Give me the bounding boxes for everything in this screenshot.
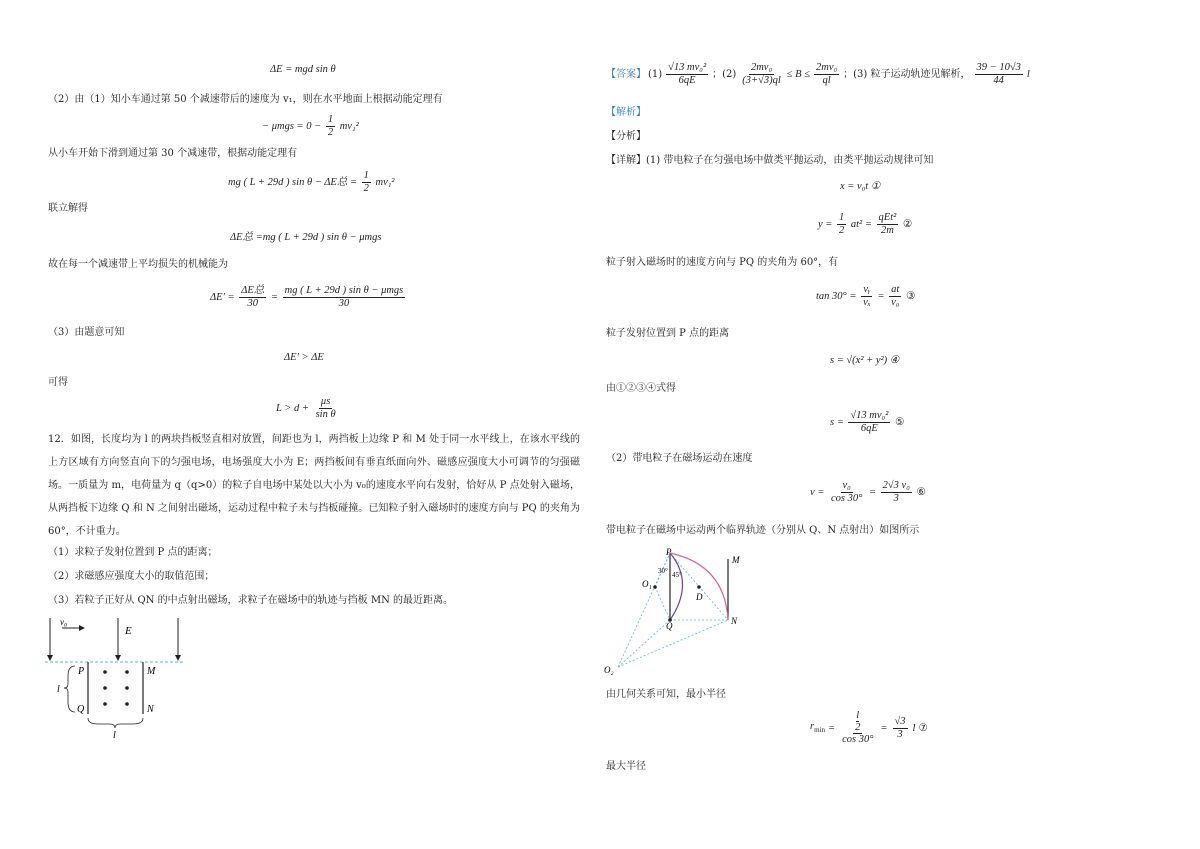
equation-y <box>818 212 912 237</box>
fig-label-o1: O₁ <box>642 579 652 589</box>
eqE-fraction: $\frac{\text{√13 mv₀²}}{6qE}$ <box>850 410 889 434</box>
answer-2-fraction-b: $\frac{\text{2mv₀}}{ql}$ <box>816 62 838 86</box>
eqB-half: $\frac{1}{2}$ <box>839 212 845 236</box>
eqB-mark: ② <box>902 218 913 230</box>
answer-line <box>606 62 1030 87</box>
eqB-mid: at² = <box>850 218 872 230</box>
equation-r-min <box>810 710 928 746</box>
fig-label-p: P <box>666 547 672 557</box>
eqF-mark: ⑥ <box>916 486 926 498</box>
eq3-left: mg ( L + 29d ) sin θ − ΔE总 = <box>228 176 358 188</box>
trajectory-small <box>670 553 683 620</box>
paragraph-thus: 可得 <box>48 377 68 388</box>
eqE-mark: ⑤ <box>894 416 905 428</box>
eqG-eq: = <box>827 722 836 734</box>
answer-2-label: ；(2) <box>712 68 737 80</box>
eq5-fraction-2: $\frac{\text{mg ( L + 29d ) sin θ − μmgs}}{30}$ <box>284 285 404 309</box>
answer-2-fraction-a: $\frac{\text{2mv₀}}{(3+√3)ql}$ <box>742 62 781 86</box>
label-v0: v₀ <box>60 617 68 627</box>
eq3-right: mv₁² <box>375 176 395 188</box>
eq7-left: L > d + <box>276 402 309 414</box>
text-part2: （2）带电粒子在磁场运动在速度 <box>606 453 753 464</box>
text-critical-trajectories: 带电粒子在磁场中运动两个临界轨迹（分别从 Q、N 点射出）如图所示 <box>606 525 920 536</box>
paragraph-start-slide: 从小车开始下滑到通过第 30 个减速带，根据动能定理有 <box>48 148 298 159</box>
answer-3-label: ；(3) 粒子运动轨迹见解析， <box>843 68 971 80</box>
equation-total-loss: ΔE总 =mg ( L + 29d ) sin θ − μmgs <box>230 232 382 243</box>
answer-1-fraction: $\frac{\text{√13 mv₀²}}{6qE}$ <box>668 62 707 86</box>
eq7-fraction: $\frac{\mu s}{\text{sin θ}}$ <box>315 396 336 420</box>
brace-bottom <box>88 718 143 728</box>
equation-tan: tan 30° = $\frac{\text{vᵧ}}{\text{vₓ}}$ = $\frac{at}{\text{v₀}}$ ③ <box>816 284 916 308</box>
equation-result-l <box>276 396 340 421</box>
paragraph-solve: 联立解得 <box>48 203 88 214</box>
equation-delta-e: ΔE = mgd sin θ <box>270 64 336 75</box>
question-figure <box>40 610 200 745</box>
equation-s-result <box>830 410 904 435</box>
text-combine: 由①②③④式得 <box>606 383 676 394</box>
text-max-radius: 最大半径 <box>606 761 646 772</box>
fig-label-45: 45° <box>672 571 682 579</box>
equation-s-root: s = √(x² + y²) ④ <box>830 355 900 366</box>
eqG-tail: l <box>912 722 916 734</box>
eq5-left: ΔE′ = <box>210 291 235 303</box>
answer-1-label: (1) <box>648 68 663 80</box>
eq2-fraction: $\frac{1}{2}$ <box>327 114 334 138</box>
eqE-left: s = <box>830 416 844 428</box>
answer-3-fraction: $\frac{39 - 10√3}{44}$ <box>976 62 1021 86</box>
eqC-fraction-2: $\frac{at}{\text{v₀}}$ <box>891 284 900 308</box>
label-n: N <box>147 704 154 715</box>
text-min-radius: 由几何关系可知，最小半径 <box>606 689 726 700</box>
label-q: Q <box>77 704 85 715</box>
eq3-fraction: $\frac{1}{2}$ <box>363 170 369 194</box>
equation-inequality: ΔE′ > ΔE <box>284 352 324 363</box>
point-o1 <box>653 585 657 589</box>
dashed-o2q <box>618 620 670 667</box>
label-m: M <box>147 666 156 677</box>
eqC-mark: ③ <box>906 290 916 302</box>
equation-v: v = $\frac{\text{v₀}}{\cos 30^\circ}$ = $\frac{\text{2√3 v₀}}{3}$ ⑥ <box>810 480 926 504</box>
eqC-left: tan 30° = <box>816 290 857 302</box>
fig-label-o2: O₂ <box>604 665 614 675</box>
question-12-stem: 12．如图，长度均为 l 的两块挡板竖直相对放置，间距也为 l，两挡板上边缘 P 和 M 处于同一水平线上，在该水平线的上方区域有方向竖直向下的匀强电场，电场强度大小为 E；两挡板间有垂直纸面向外、磁感应强度大小可调节的匀强磁场。一质量为 m，电荷量为 q（q>0）的粒子自电场中某处以大小为 v₀的速度水平向右发射，恰好从 P 点处射入磁场，从两挡板下边缘 Q 和 N 之间射出磁场，运动过程中粒子未与挡板碰撞。已知粒子射入磁场时的速度方向与 PQ 的夹角为 60°，不计重力。 <box>48 434 580 537</box>
analysis-tag: 【解析】 <box>606 107 646 118</box>
paragraph-part3: （3）由题意可知 <box>48 327 125 338</box>
label-e: E <box>125 625 132 637</box>
dashed-o2n <box>618 620 728 667</box>
answer-tag: 【答案】 <box>606 68 646 80</box>
answer-2-mid: ≤ B ≤ <box>786 68 810 80</box>
eqG-eq2: = <box>880 722 888 734</box>
point-d <box>697 585 701 589</box>
paragraph-part2: （2）由（1）知小车通过第 50 个减速带后的速度为 v₁，则在水平地面上根据动能定理有 <box>48 94 443 105</box>
label-l-bottom: l <box>113 730 116 741</box>
fig-label-30: 30° <box>658 567 668 575</box>
fenxi-tag: 【分析】 <box>606 131 646 142</box>
trajectory-figure <box>600 545 750 680</box>
eq5-fraction-1: $\frac{\text{ΔE总}}{30}$ <box>241 285 265 309</box>
text-angle: 粒子射入磁场时的速度方向与 PQ 的夹角为 60°，有 <box>606 257 839 268</box>
label-p: P <box>78 666 85 677</box>
dashed-o1q <box>655 587 670 620</box>
equation-x: x = v₀t ① <box>840 181 881 192</box>
equation-average-loss: ΔE′ = $\frac{\text{ΔE总}}{30}$ = $\frac{\text{mg ( L + 29d ) sin θ − μmgs}}{30}$ <box>210 285 404 309</box>
eqB-fraction: $\frac{\text{qEt²}}{2m}$ <box>878 212 897 236</box>
text-distance: 粒子发射位置到 P 点的距离 <box>606 328 730 339</box>
eqB-left: y = <box>818 218 833 230</box>
eqC-fraction-1: $\frac{\text{vᵧ}}{\text{vₓ}}$ <box>863 284 871 308</box>
eqG-mark: ⑦ <box>918 723 928 734</box>
eqG-fraction: $\frac{√3}{3}$ <box>894 715 906 740</box>
fig-label-d: D <box>696 592 703 602</box>
fig-label-m: M <box>732 555 740 565</box>
fig-label-n: N <box>731 616 738 626</box>
eqG-r: $r_{min}$ <box>810 721 825 735</box>
eqF-left: v = <box>810 486 825 498</box>
eqF-fraction-1: $\frac{\text{v₀}}{\cos 30^\circ}$ <box>831 480 863 504</box>
equation-energy-ground <box>262 114 359 139</box>
question-12-part2: （2）求磁感应强度大小的取值范围； <box>48 571 215 582</box>
answer-3-tail: l <box>1026 68 1030 80</box>
label-l-side: l <box>57 684 60 695</box>
eqG-compound-fraction: l 2 cos 30° <box>842 710 874 745</box>
fig-label-q: Q <box>666 621 673 631</box>
eq2-right: mv₁² <box>339 120 359 132</box>
eqF-fraction-2: $\frac{\text{2√3 v₀}}{3}$ <box>882 480 910 504</box>
question-12-part3: （3）若粒子正好从 QN 的中点射出磁场，求粒子在磁场中的轨迹与挡板 MN 的最近距离。 <box>48 595 454 606</box>
eq2-left: − μmgs = 0 − <box>262 120 322 132</box>
equation-slide-energy <box>228 170 395 195</box>
paragraph-average-loss: 故在每一个减速带上平均损失的机械能为 <box>48 259 228 270</box>
question-12-part1: （1）求粒子发射位置到 P 点的距离； <box>48 547 218 558</box>
detail-part1: 【详解】(1) 带电粒子在匀强电场中做类平抛运动，由类平抛运动规律可知 <box>606 155 934 166</box>
field-dots <box>103 670 129 706</box>
brace-left <box>64 666 75 712</box>
